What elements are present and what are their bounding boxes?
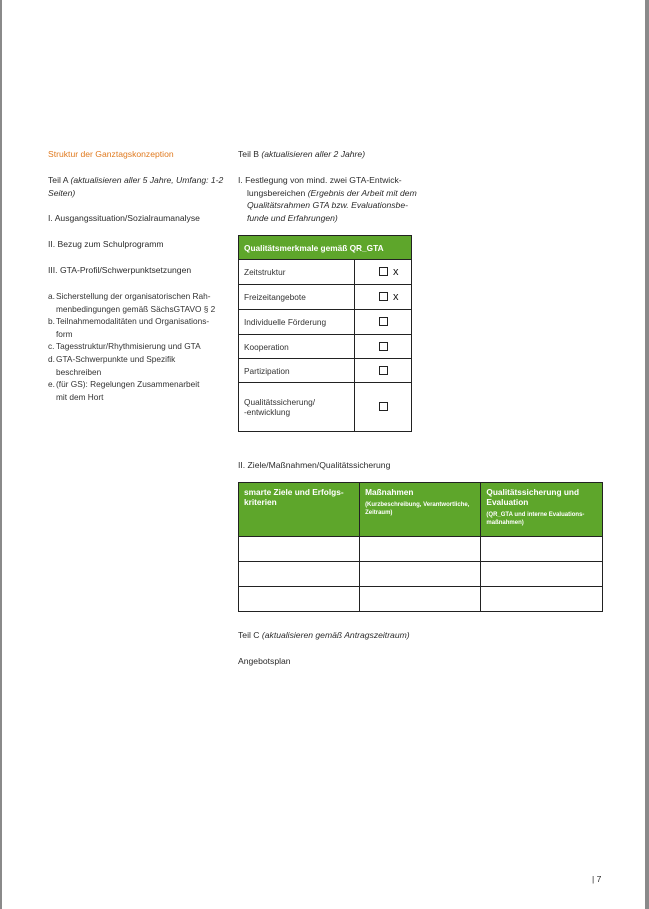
teil-b-label: Teil B (238, 149, 260, 159)
document-page (2, 0, 645, 909)
list-item: e. (für GS): Regelungen Zusammenarbeit mit dem Hort (48, 379, 200, 402)
teil-b-note: (aktualisieren aller 2 Jahre) (261, 149, 366, 159)
table-row (239, 562, 603, 587)
table-row: Individuelle Förderung (239, 310, 412, 335)
teil-c-note: (aktualisieren gemäß Antragszeitraum) (261, 630, 410, 640)
list-item: a. Sicherstellung der organisatorischen Rah- menbedingungen gemäß SächsGTAVO § 2 (48, 291, 216, 314)
list-item: c. Tagesstruktur/Rhythmisierung und GTA (48, 341, 201, 352)
qm-table-header: Qualitätsmerkmale gemäß QR_GTA (239, 236, 412, 260)
checkbox-partizipation[interactable] (379, 366, 388, 375)
teil-a-label: Teil A (48, 175, 69, 185)
ziele-header-row (239, 483, 603, 537)
teil-c-line (238, 629, 410, 642)
x-mark: x (393, 291, 399, 303)
festlegung-paragraph: I. Festlegung von mind. zwei GTA-Entwick- lungsbereichen (Ergebnis der Arbeit mit dem Qualitätsrahmen GTA bzw. Evaluationsbe- funde und Erfahrungen) (238, 175, 417, 223)
section-schulprogramm: II. Bezug zum Schulprogramm (48, 239, 164, 249)
table-row: Partizipation (239, 359, 412, 383)
gta-profil-list (48, 290, 228, 403)
teil-b-line (238, 148, 365, 161)
table-row (239, 587, 603, 612)
table-row (239, 537, 603, 562)
table-row: Qualitätssicherung/ -entwicklung (239, 383, 412, 432)
page-number: | 7 (592, 874, 602, 884)
checkbox-individuelle-foerderung[interactable] (379, 317, 388, 326)
ziele-header-massnahmen: Maßnahmen (Kurzbeschreibung, Verantwortliche, Zeitraum) (360, 483, 481, 537)
section-ausgangssituation: I. Ausgangssituation/Sozialraumanalyse (48, 213, 200, 223)
ziele-header-qualitaetssicherung: Qualitätssicherung und Evaluation (QR_GTA und interne Evaluations-maßnahmen) (481, 483, 603, 537)
teil-a-note: (aktualisieren aller 5 Jahre, Umfang: 1-2 (70, 175, 224, 185)
checkbox-kooperation[interactable] (379, 342, 388, 351)
ziele-table (238, 482, 603, 612)
structure-heading: Struktur der Ganztagskonzeption (48, 149, 174, 159)
ziele-heading: II. Ziele/Maßnahmen/Qualitätssicherung (238, 460, 391, 470)
table-row: Kooperation (239, 335, 412, 359)
x-mark: x (393, 266, 399, 278)
checkbox-zeitstruktur[interactable] (379, 267, 388, 276)
section-gta-profil: III. GTA-Profil/Schwerpunktsetzungen (48, 265, 192, 275)
teil-a-paragraph (48, 174, 228, 199)
table-row: Freizeitangebote x (239, 285, 412, 310)
teil-c-label: Teil C (238, 630, 260, 640)
checkbox-qualitaetssicherung[interactable] (379, 402, 388, 411)
ziele-header-ziele: smarte Ziele und Erfolgs- kriterien (239, 483, 360, 537)
list-item: b. Teilnahmemodalitäten und Organisations- form (48, 316, 210, 339)
list-item: d. GTA-Schwerpunkte und Spezifik beschreiben (48, 353, 176, 377)
qualitaetsmerkmale-table (238, 235, 412, 432)
teil-a-note-2: Seiten) (48, 187, 76, 198)
table-row: Zeitstruktur x (239, 260, 412, 285)
angebotsplan-heading: Angebotsplan (238, 656, 291, 666)
checkbox-freizeitangebote[interactable] (379, 292, 388, 301)
